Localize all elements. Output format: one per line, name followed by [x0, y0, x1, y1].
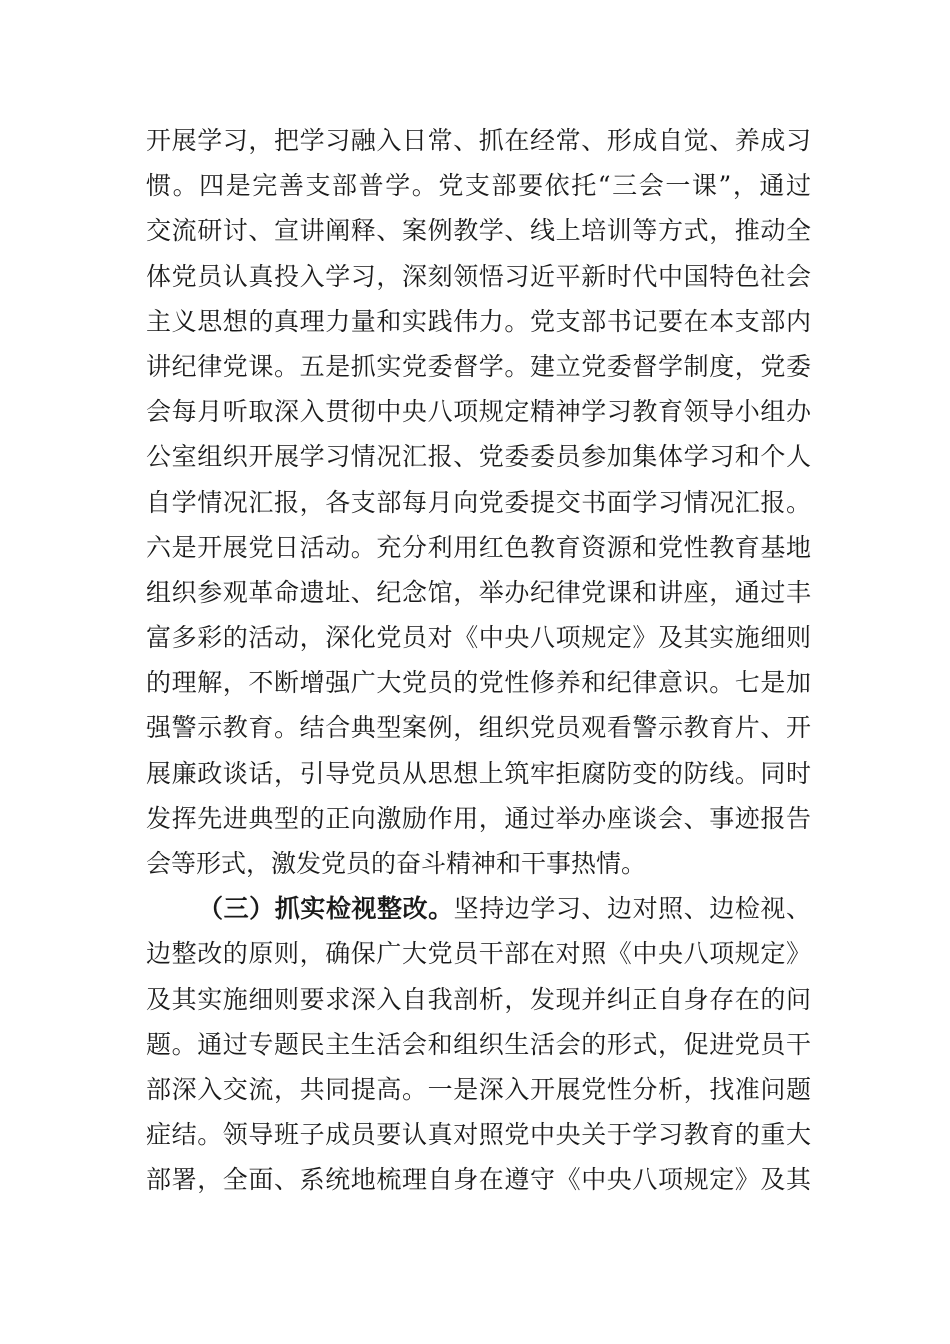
text-line: 组织参观革命遗址、纪念馆，举办纪律党课和讲座，通过丰: [146, 577, 811, 607]
text-line: 会等形式，激发党员的奋斗精神和干事热情。: [146, 849, 647, 878]
body-text: [146, 118, 811, 1203]
text-line: 惯。四是完善支部普学。党支部要依托“三会一课”，通过: [146, 171, 811, 201]
section-first-line-text: 坚持边学习、边对照、边检视、: [453, 894, 811, 924]
text-line: 题。通过专题民主生活会和组织生活会的形式，促进党员干: [146, 1029, 811, 1059]
text-line: 交流研讨、宣讲阐释、案例教学、线上培训等方式，推动全: [146, 216, 811, 246]
text-line: 部深入交流，共同提高。一是深入开展党性分析，找准问题: [146, 1074, 811, 1104]
text-line: 症结。领导班子成员要认真对照党中央关于学习教育的重大: [146, 1120, 811, 1150]
text-line: 体党员认真投入学习，深刻领悟习近平新时代中国特色社会: [146, 261, 811, 291]
section-first-line: [146, 886, 811, 931]
text-line: 公室组织开展学习情况汇报、党委委员参加集体学习和个人: [146, 442, 811, 472]
text-line: 的理解，不断增强广大党员的党性修养和纪律意识。七是加: [146, 668, 811, 698]
text-line: 开展学习，把学习融入日常、抓在经常、形成自觉、养成习: [146, 126, 811, 155]
text-line: 六是开展党日活动。充分利用红色教育资源和党性教育基地: [146, 532, 811, 562]
text-line: 及其实施细则要求深入自我剖析，发现并纠正自身存在的问: [146, 984, 811, 1014]
text-line: 部署，全面、系统地梳理自身在遵守《中央八项规定》及其: [146, 1165, 811, 1195]
text-line: 自学情况汇报，各支部每月向党委提交书面学习情况汇报。: [146, 487, 811, 517]
text-line: 会每月听取深入贯彻中央八项规定精神学习教育领导小组办: [146, 397, 811, 427]
text-line: 强警示教育。结合典型案例，组织党员观看警示教育片、开: [146, 713, 811, 743]
section-heading: （三）抓实检视整改。: [198, 894, 454, 924]
text-line: 边整改的原则，确保广大党员干部在对照《中央八项规定》: [146, 939, 811, 969]
text-line: 展廉政谈话，引导党员从思想上筑牢拒腐防变的防线。同时: [146, 758, 811, 788]
text-line: 主义思想的真理力量和实践伟力。党支部书记要在本支部内: [146, 306, 811, 336]
text-line: 富多彩的活动，深化党员对《中央八项规定》及其实施细则: [146, 623, 811, 653]
text-line: 讲纪律党课。五是抓实党委督学。建立党委督学制度，党委: [146, 351, 811, 381]
text-line: 发挥先进典型的正向激励作用，通过举办座谈会、事迹报告: [146, 803, 811, 833]
